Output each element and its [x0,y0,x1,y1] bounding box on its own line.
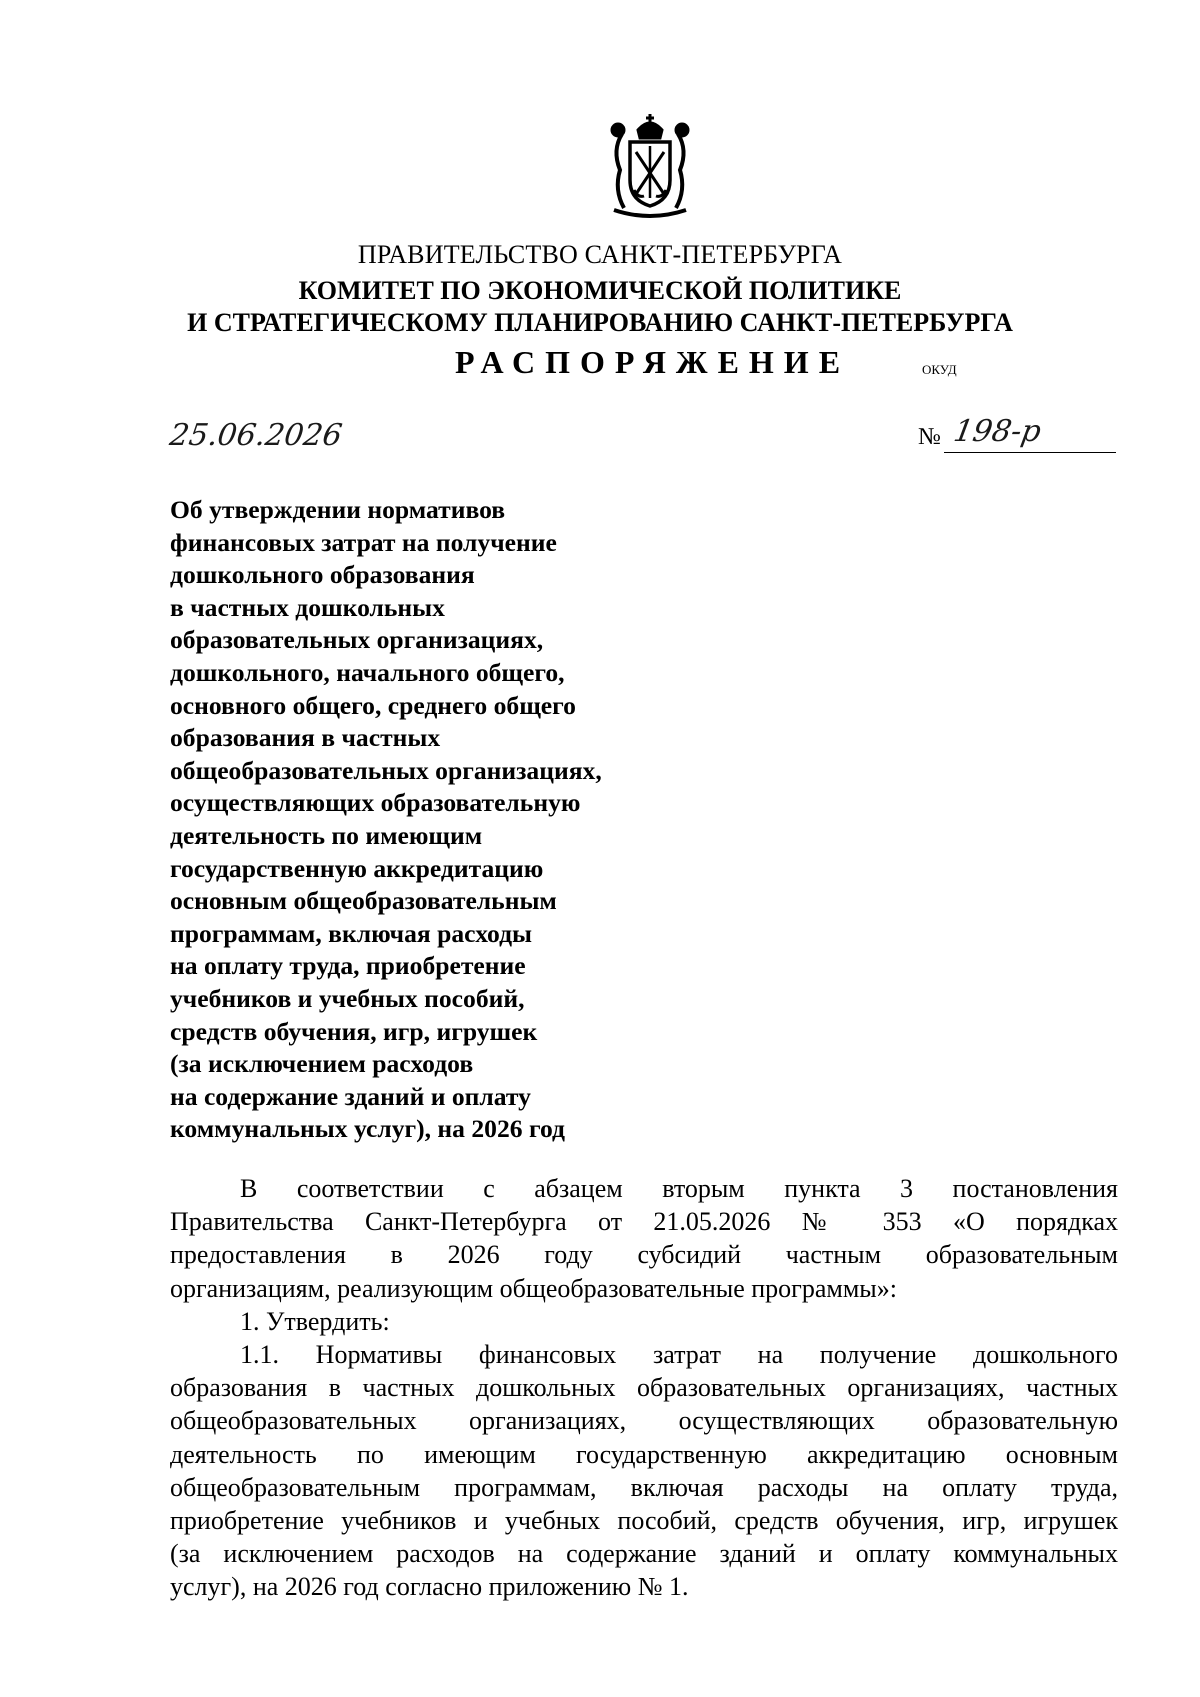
subject-line: Об утверждении нормативов [170,495,506,524]
subject-line: на оплату труда, приобретение [170,951,526,981]
committee-title-line2: И СТРАТЕГИЧЕСКОМУ ПЛАНИРОВАНИЮ САНКТ-ПЕТЕРБУРГА [187,308,1013,337]
committee-title-line1: КОМИТЕТ ПО ЭКОНОМИЧЕСКОЙ ПОЛИТИКЕ [298,276,902,305]
subject-line: основного общего, среднего общего [170,690,576,720]
subject-line: средств обучения, игр, игрушек [170,1016,538,1046]
body-line: услуг), на 2026 год согласно приложению № 1. [170,1572,689,1602]
body-line: деятельность по имеющим государственную аккредитацию основным [170,1439,1118,1469]
body-line: общеобразовательных организациях, осуществляющих образовательную [170,1406,1118,1436]
subject-line: образовательных организациях, [170,625,544,655]
document-subject [170,494,690,1146]
body-line: приобретение учебников и учебных пособий, средств обучения, игр, игрушек [170,1506,1118,1536]
subject-line: образования в частных [170,723,441,753]
document-number [918,414,1118,460]
subject-line: в частных дошкольных [170,592,445,622]
subject-line: программам, включая расходы [170,918,532,948]
number-underline [944,452,1116,453]
body-line: организациям, реализующим общеобразовательные программы»: [170,1273,897,1303]
subject-line: дошкольного образования [170,560,475,590]
body-line: В соответствии с абзацем вторым пункта 3 постановления [240,1174,1118,1203]
body-line: 1.1. Нормативы финансовых затрат на получение дошкольного [240,1340,1118,1370]
subject-line: дошкольного, начального общего, [170,657,565,687]
subject-line: учебников и учебных пособий, [170,983,525,1013]
subject-line: на содержание зданий и оплату [170,1081,531,1111]
body-line: предоставления в 2026 году субсидий частным образовательным [170,1240,1118,1270]
number-sign: № [918,424,941,450]
handwritten-number: 198-р [950,414,1044,449]
item-1: 1. Утвердить: [240,1306,390,1336]
okud-label: ОКУД [922,362,957,377]
subject-line: общеобразовательных организациях, [170,755,602,785]
subject-line: деятельность по имеющим [170,820,483,850]
document-type-title: РАСПОРЯЖЕНИЕ [455,344,851,380]
body-line: Правительства Санкт-Петербурга от 21.05.2026 № 353 «О порядках [170,1207,1118,1237]
government-title: ПРАВИТЕЛЬСТВО САНКТ-ПЕТЕРБУРГА [357,240,843,269]
subject-line: (за исключением расходов [170,1049,474,1079]
body-line: образования в частных дошкольных образовательных организациях, частных [170,1373,1118,1403]
subject-line: осуществляющих образовательную [170,788,581,818]
body-line: общеобразовательным программам, включая расходы на оплату труда, [170,1472,1118,1502]
subject-line: государственную аккредитацию [170,853,544,883]
body-line: (за исключением расходов на содержание зданий и оплату коммунальных [170,1539,1118,1569]
coat-of-arms-icon [600,110,700,220]
subject-line: финансовых затрат на получение [170,527,557,557]
handwritten-date: 25.06.2026 [167,418,345,453]
subject-line: коммунальных услуг), на 2026 год [170,1114,565,1144]
document-body [170,1172,1118,1604]
subject-line: основным общеобразовательным [170,886,557,916]
